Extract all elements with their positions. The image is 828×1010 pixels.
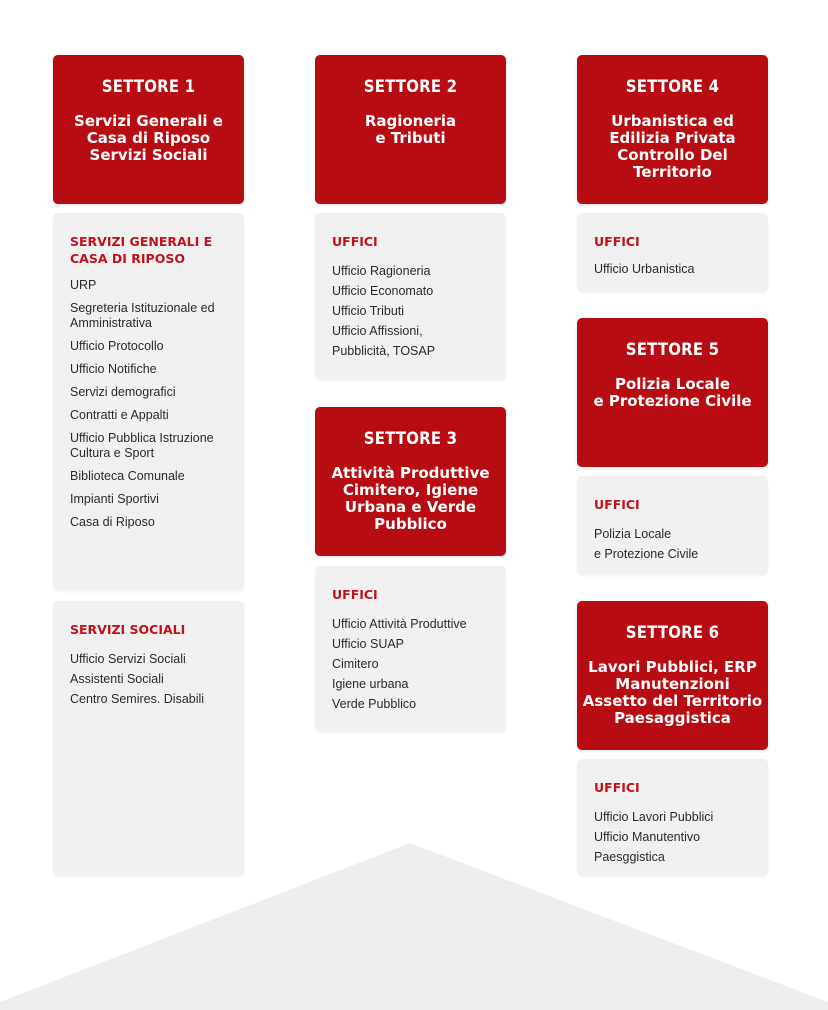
sector-6-subtitle: Lavori Pubblici, ERP Manutenzioni Assetto del Territorio Paesaggistica xyxy=(582,658,763,727)
office-item: Ufficio Servizi Sociali xyxy=(70,652,186,666)
office-item: Ufficio Tributi xyxy=(332,304,405,318)
sector-4-header[interactable] xyxy=(577,55,768,204)
sector-1-general-offices-panel xyxy=(53,213,244,591)
sector-1-social-heading: SERVIZI SOCIALI xyxy=(70,622,186,637)
office-item: Verde Pubblico xyxy=(332,697,417,711)
office-item: Centro Semires. Disabili xyxy=(70,692,205,706)
office-item: Impianti Sportivi xyxy=(70,492,159,506)
office-item: Ufficio Protocollo xyxy=(70,339,164,353)
sector-3-offices-heading: UFFICI xyxy=(332,587,378,602)
sector-3-offices-panel xyxy=(315,566,506,732)
sector-1-general-heading: SERVIZI GENERALI E CASA DI RIPOSO xyxy=(70,234,213,266)
office-item: Ufficio Pubblica Istruzione Cultura e Sport xyxy=(70,431,214,460)
office-item: Ufficio Manutentivo xyxy=(594,830,701,844)
sector-3-subtitle: Attività Produttive Cimitero, Igiene Urbana e Verde Pubblico xyxy=(331,464,490,533)
sector-1-header[interactable] xyxy=(53,55,244,204)
office-item: Ufficio SUAP xyxy=(332,637,405,651)
sector-3-offices-list xyxy=(332,614,490,714)
sector-1-subtitle: Servizi Generali e Casa di Riposo Servizi Sociali xyxy=(74,112,223,164)
sector-6-offices-list xyxy=(594,807,752,867)
office-item: e Protezione Civile xyxy=(594,547,699,561)
office-item: Biblioteca Comunale xyxy=(70,469,185,483)
sector-6-offices-panel xyxy=(577,759,768,876)
sector-5-title: SETTORE 5 xyxy=(625,340,720,360)
sector-1-social-offices-panel xyxy=(53,601,244,876)
office-item: Igiene urbana xyxy=(332,677,409,691)
sector-2-offices-list xyxy=(332,261,490,361)
sector-2-offices-panel xyxy=(315,213,506,380)
office-item: Polizia Locale xyxy=(594,527,672,541)
sector-4-offices-heading: UFFICI xyxy=(594,234,640,249)
office-item: Ufficio Ragioneria xyxy=(332,264,431,278)
office-item: Ufficio Notifiche xyxy=(70,362,157,376)
sector-4-subtitle: Urbanistica ed Edilizia Privata Controllo Del Territorio xyxy=(609,112,736,181)
office-item: Servizi demografici xyxy=(70,385,176,399)
office-item: Assistenti Sociali xyxy=(70,672,164,686)
sector-5-offices-heading: UFFICI xyxy=(594,497,640,512)
office-item: Contratti e Appalti xyxy=(70,408,169,422)
sector-5-header[interactable] xyxy=(577,318,768,467)
office-item: URP xyxy=(70,278,97,292)
office-item: Cimitero xyxy=(332,657,379,671)
sector-2-offices-heading: UFFICI xyxy=(332,234,378,249)
office-item: Paesggistica xyxy=(594,850,665,864)
office-item: Ufficio Attività Produttive xyxy=(332,617,467,631)
sector-5-offices-list xyxy=(594,524,752,564)
sector-4-offices-list xyxy=(594,259,752,279)
sector-2-subtitle: Ragioneria e Tributi xyxy=(364,112,457,147)
sector-3-title: SETTORE 3 xyxy=(363,429,458,449)
office-item: Ufficio Urbanistica xyxy=(594,262,695,276)
office-item: Ufficio Lavori Pubblici xyxy=(594,810,714,824)
sector-4-title: SETTORE 4 xyxy=(625,77,720,97)
sector-2-title: SETTORE 2 xyxy=(363,77,458,97)
sector-6-offices-heading: UFFICI xyxy=(594,780,640,795)
sector-6-header[interactable] xyxy=(577,601,768,750)
sector-1-social-list xyxy=(70,649,228,709)
sector-4-offices-panel xyxy=(577,213,768,292)
office-item: Ufficio Economato xyxy=(332,284,434,298)
sector-5-subtitle: Polizia Locale e Protezione Civile xyxy=(593,375,752,410)
sector-2-header[interactable] xyxy=(315,55,506,204)
sector-6-title: SETTORE 6 xyxy=(625,623,720,643)
sector-1-title: SETTORE 1 xyxy=(101,77,196,97)
office-item: Pubblicità, TOSAP xyxy=(332,344,436,358)
sector-5-offices-panel xyxy=(577,476,768,575)
office-item: Ufficio Affissioni, xyxy=(332,324,423,338)
sector-3-header[interactable] xyxy=(315,407,506,556)
office-item: Segreteria Istituzionale ed Amministrativa xyxy=(70,301,215,330)
sector-1-general-list xyxy=(70,278,228,530)
office-item: Casa di Riposo xyxy=(70,515,155,529)
